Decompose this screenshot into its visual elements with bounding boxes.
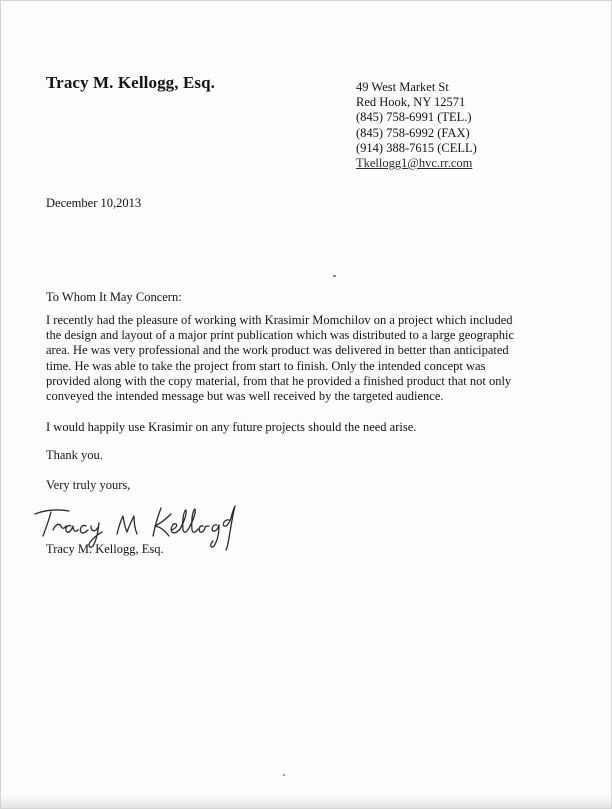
phone-cell: (914) 388-7615 (CELL) (356, 140, 477, 155)
letter-date: December 10,2013 (46, 196, 142, 210)
paper-speck (283, 774, 285, 776)
signer-name: Tracy M. Kellogg, Esq. (46, 542, 164, 556)
paragraph-line: area. He was very professional and the work product was delivered in better than anticipated (46, 343, 509, 358)
address-street: 49 West Market St (356, 80, 449, 94)
paragraph-line: provided along with the copy material, from that he provided a finished product that not only (46, 373, 512, 388)
phone-fax: (845) 758-6992 (FAX) (356, 125, 470, 140)
body-paragraph-1 (46, 313, 566, 404)
sender-address-block (356, 80, 477, 171)
paragraph-line: conveyed the intended message but was well received by the targeted audience. (46, 389, 444, 404)
paragraph-line: the design and layout of a major print publication which was distributed to a large geographic (46, 328, 515, 343)
address-city: Red Hook, NY 12571 (356, 95, 466, 110)
phone-tel: (845) 758-6991 (TEL.) (356, 110, 472, 125)
paragraph-line: time. He was able to take the project from start to finish. Only the intended concept was (46, 358, 486, 373)
complimentary-closing: Very truly yours, (46, 478, 131, 492)
thank-you-line: Thank you. (46, 448, 103, 462)
email-address: Tkellogg1@hvc.rr.com (356, 156, 473, 171)
salutation: To Whom It May Concern: (46, 290, 182, 304)
sender-name: Tracy M. Kellogg, Esq. (46, 73, 216, 92)
body-paragraph-2: I would happily use Krasimir on any future projects should the need arise. (46, 420, 417, 434)
paragraph-line: I recently had the pleasure of working with Krasimir Momchilov on a project which included (46, 313, 513, 327)
page-edge-shadow (1, 794, 611, 808)
paper-speck (333, 275, 336, 277)
